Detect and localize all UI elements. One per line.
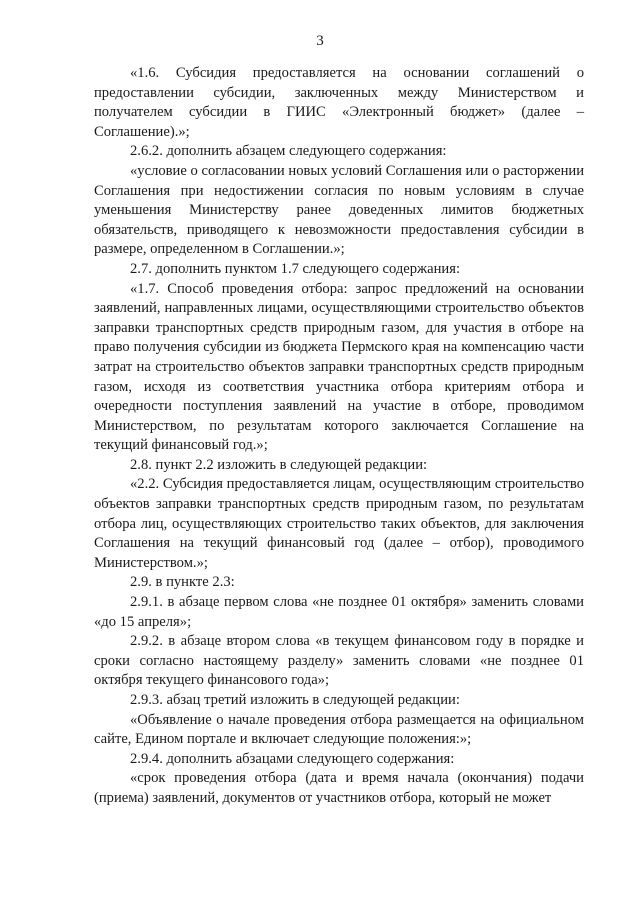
paragraph: «1.7. Способ проведения отбора: запрос предложений на основании заявлений, направленных лицами, осуществляющими строительство объектов заправки транспортных средств природным газом, для участия в отборе на право получения субсидии из бюджета Пермского края на компенсацию части затрат на строительство объектов заправки транспортных средств природным газом, исходя из соответствия участника отбора критериям отбора и очередности поступления заявлений на участие в отборе, проводимом Министерством, по результатам которого заключается Соглашение на текущий финансовый год.»; <box>94 280 584 454</box>
paragraph: 2.9.2. в абзаце втором слова «в текущем финансовом году в порядке и сроки согласно настоящему разделу» заменить словами «не позднее 01 октября текущего финансового года»; <box>94 633 584 689</box>
paragraph: 2.9.1. в абзаце первом слова «не позднее 01 октября» заменить словами «до 15 апреля»; <box>94 594 584 630</box>
paragraph: «условие о согласовании новых условий Соглашения или о расторжении Соглашения при недостижении согласия по новым условиям в случае уменьшения Министерству ранее доведенных лимитов бюджетных обязательств, приводящего к невозможности предоставления субсидии в размере, определенном в Соглашении.»; <box>94 162 584 258</box>
paragraph: 2.7. дополнить пунктом 1.7 следующего содержания: <box>130 260 461 277</box>
document-body <box>94 64 584 809</box>
paragraph: «2.2. Субсидия предоставляется лицам, осуществляющим строительство объектов заправки транспортных средств природным газом, по результатам отбора лиц, осуществляющих строительство таких объектов, для заключения Соглашения на текущий финансовый год (далее – отбор), проводимого Министерством.»; <box>94 476 584 571</box>
page-number: 3 <box>316 33 324 49</box>
paragraph: 2.6.2. дополнить абзацем следующего содержания: <box>130 143 447 160</box>
paragraph: «Объявление о начале проведения отбора размещается на официальном сайте, Едином портале и включает следующие положения:»; <box>94 711 584 748</box>
paragraph: 2.8. пункт 2.2 изложить в следующей редакции: <box>130 456 428 473</box>
paragraph: 2.9.4. дополнить абзацами следующего содержания: <box>130 750 455 767</box>
paragraph: 2.9. в пункте 2.3: <box>130 574 235 591</box>
paragraph: «срок проведения отбора (дата и время начала (окончания) подачи (приема) заявлений, документов от участников отбора, который не может <box>94 770 584 806</box>
paragraph: «1.6. Субсидия предоставляется на основании соглашений о предоставлении субсидии, заключенных между Министерством и получателем субсидии в ГИИС «Электронный бюджет» (далее – Соглашение).»; <box>94 65 584 140</box>
paragraph: 2.9.3. абзац третий изложить в следующей редакции: <box>130 692 460 708</box>
